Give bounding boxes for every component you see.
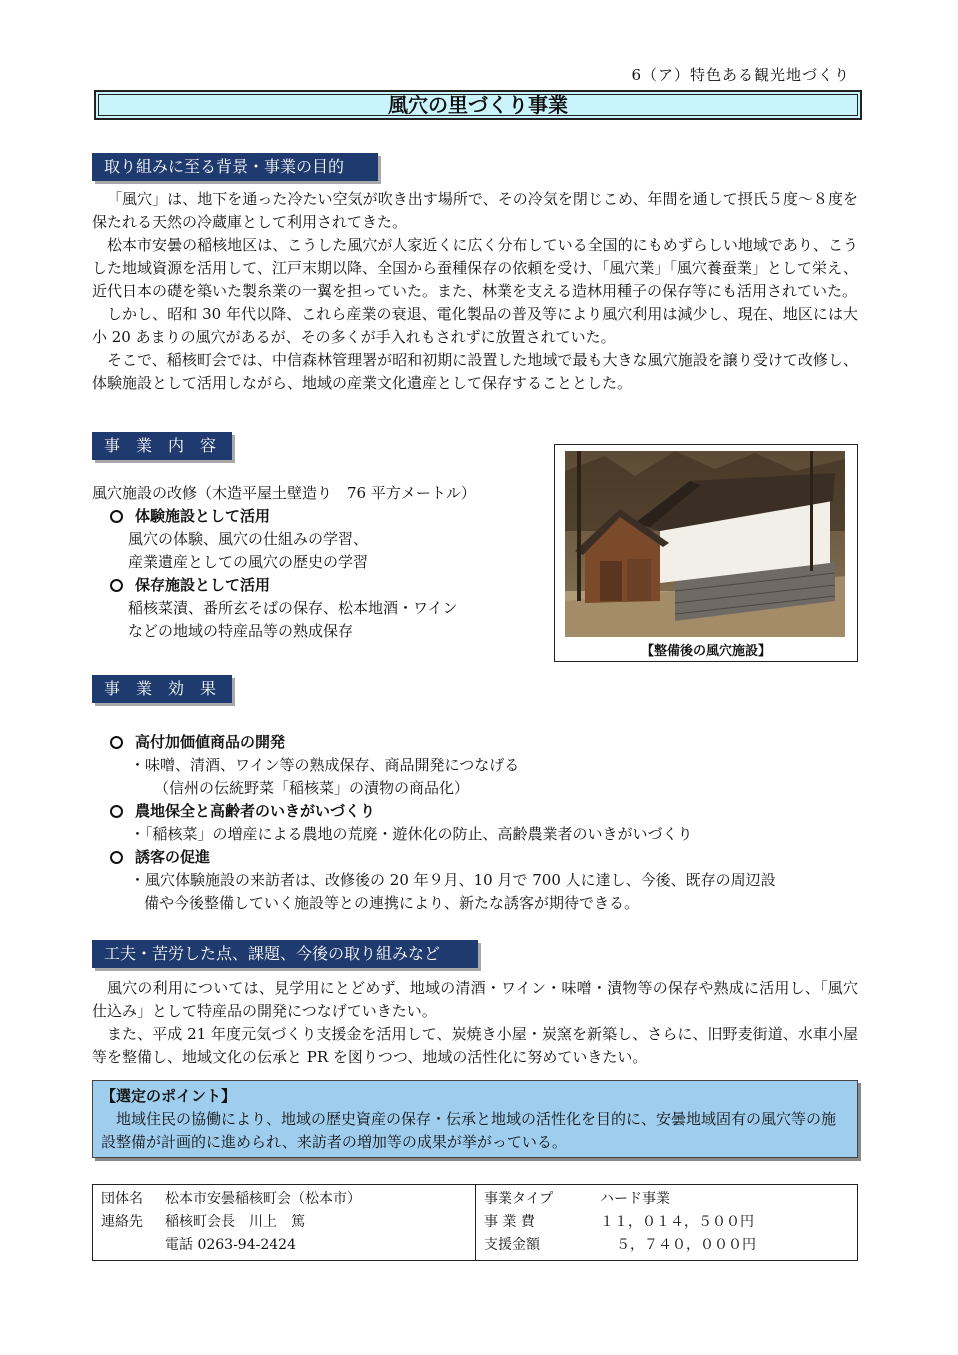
- circle-icon: [110, 510, 123, 523]
- list-item-line: 備や今後整備していく施設等との連携により、新たな誘客が期待できる。: [144, 894, 640, 912]
- fuketsu-building-photo: [565, 451, 845, 637]
- list-item-title: 体験施設として活用: [92, 505, 542, 528]
- section-heading-effects: 事 業 効 果: [92, 675, 232, 703]
- list-item-line: などの地域の特産品等の熟成保存: [128, 622, 354, 640]
- budget-cell: [476, 1185, 858, 1261]
- photo-caption: 【整備後の風穴施設】: [640, 644, 771, 659]
- list-item-title: 誘客の促進: [92, 846, 858, 869]
- page-reference: 6（ア）特色ある観光地づくり: [631, 66, 850, 84]
- circle-icon: [110, 805, 123, 818]
- list-item-line: 産業遺産としての風穴の歴史の学習: [128, 553, 369, 571]
- circle-icon: [110, 736, 123, 749]
- org-label: 団体名: [101, 1191, 143, 1207]
- circle-icon: [110, 579, 123, 592]
- paragraph: そこで、稲核町会では、中信森林管理署が昭和初期に設置した地域で最も大きな風穴施設を譲り受けて改修し、体験施設として活用しながら、地域の産業文化遺産として保存することとした。: [92, 351, 858, 392]
- background-text: [92, 188, 858, 395]
- page-title: 風穴の里づくり事業: [94, 90, 862, 120]
- org-value: 松本市安曇稲核町会（松本市）: [165, 1191, 361, 1207]
- section-heading-content: 事 業 内 容: [92, 432, 232, 460]
- paragraph: 松本市安曇の稲核地区は、こうした風穴が人家近くに広く分布している全国的にもめずらしい地域であり、こうした地域資源を活用して、江戸末期以降、全国から蚕種保存の依頼を受け、「風穴業」「風穴養蚕業」として栄え、近代日本の礎を築いた製糸業の一翼を担っていた。また、林業を支える造林用種子の保存等にも活用されていた。: [92, 236, 858, 300]
- paragraph: 「風穴」は、地下を通った冷たい空気が吹き出す場所で、その冷気を閉じこめ、年間を通して摂氏５度〜８度を保たれる天然の冷蔵庫として利用されてきた。: [92, 190, 858, 231]
- list-item-title: 保存施設として活用: [92, 574, 542, 597]
- list-item-line: 風穴の体験、風穴の仕組みの学習、: [128, 530, 369, 548]
- organization-info-table: [92, 1184, 858, 1261]
- section-heading-issues: 工夫・苦労した点、課題、今後の取り組みなど: [92, 940, 478, 968]
- cost-value: １１，０１４，５００円: [600, 1214, 754, 1230]
- selection-points-heading: 【選定のポイント】: [101, 1087, 237, 1105]
- list-item-line: ・「稲核菜」の増産による農地の荒廃・遊休化の防止、高齢農業者のいきがいづくり: [130, 825, 693, 843]
- list-item-line: ・味噌、清酒、ワイン等の熟成保存、商品開発につなげる: [130, 756, 520, 774]
- cost-label: 事 業 費: [484, 1214, 535, 1230]
- paragraph: しかし、昭和 30 年代以降、これら産業の衰退、電化製品の普及等により風穴利用は減少し、現在、地区には大小 20 あまりの風穴があるが、その多くが手入れもされずに放置されていた。: [92, 305, 858, 346]
- list-item-line: ・風穴体験施設の来訪者は、改修後の 20 年９月、10 月で 700 人に達し、今後、既存の周辺設: [130, 871, 776, 889]
- effects-list: [92, 731, 858, 915]
- photo-frame: [554, 444, 858, 662]
- selection-points-box: [92, 1080, 858, 1158]
- type-label: 事業タイプ: [484, 1191, 554, 1207]
- issues-text: [92, 977, 858, 1069]
- support-label: 支援金額: [484, 1237, 540, 1253]
- content-list: [92, 482, 542, 643]
- list-item-line: 稲核菜漬、番所玄そばの保存、松本地酒・ワイン: [128, 599, 458, 617]
- paragraph: また、平成 21 年度元気づくり支援金を活用して、炭焼き小屋・炭窯を新築し、さらに、旧野麦街道、水車小屋等を整備し、地域文化の伝承と PR を図りつつ、地域の活性化に努めていきたい。: [92, 1025, 858, 1066]
- paragraph: 風穴の利用については、見学用にとどめず、地域の清酒・ワイン・味噌・漬物等の保存や熟成に活用し、「風穴仕込み」として特産品の開発につなげていきたい。: [92, 979, 858, 1020]
- content-intro: 風穴施設の改修（木造平屋土壁造り 76 平方メートル）: [92, 484, 476, 502]
- selection-points-text: 地域住民の協働により、地域の歴史資産の保存・伝承と地域の活性化を目的に、安曇地域固有の風穴等の施設整備が計画的に進められ、来訪者の増加等の成果が挙がっている。: [101, 1110, 837, 1151]
- section-heading-background: 取り組みに至る背景・事業の目的: [92, 153, 378, 181]
- support-value: ５，７４０，０００円: [616, 1237, 756, 1253]
- contact-value: 稲核町会長 川上 篤: [165, 1214, 305, 1230]
- circle-icon: [110, 851, 123, 864]
- list-item-line: （信州の伝統野菜「稲核菜」の漬物の商品化）: [154, 779, 470, 797]
- phone-number: 電話 0263-94-2424: [165, 1237, 296, 1253]
- contact-label: 連絡先: [101, 1214, 143, 1230]
- type-value: ハード事業: [600, 1191, 670, 1207]
- contact-cell: [93, 1185, 476, 1261]
- list-item-title: 高付加価値商品の開発: [92, 731, 858, 754]
- list-item-title: 農地保全と高齢者のいきがいづくり: [92, 800, 858, 823]
